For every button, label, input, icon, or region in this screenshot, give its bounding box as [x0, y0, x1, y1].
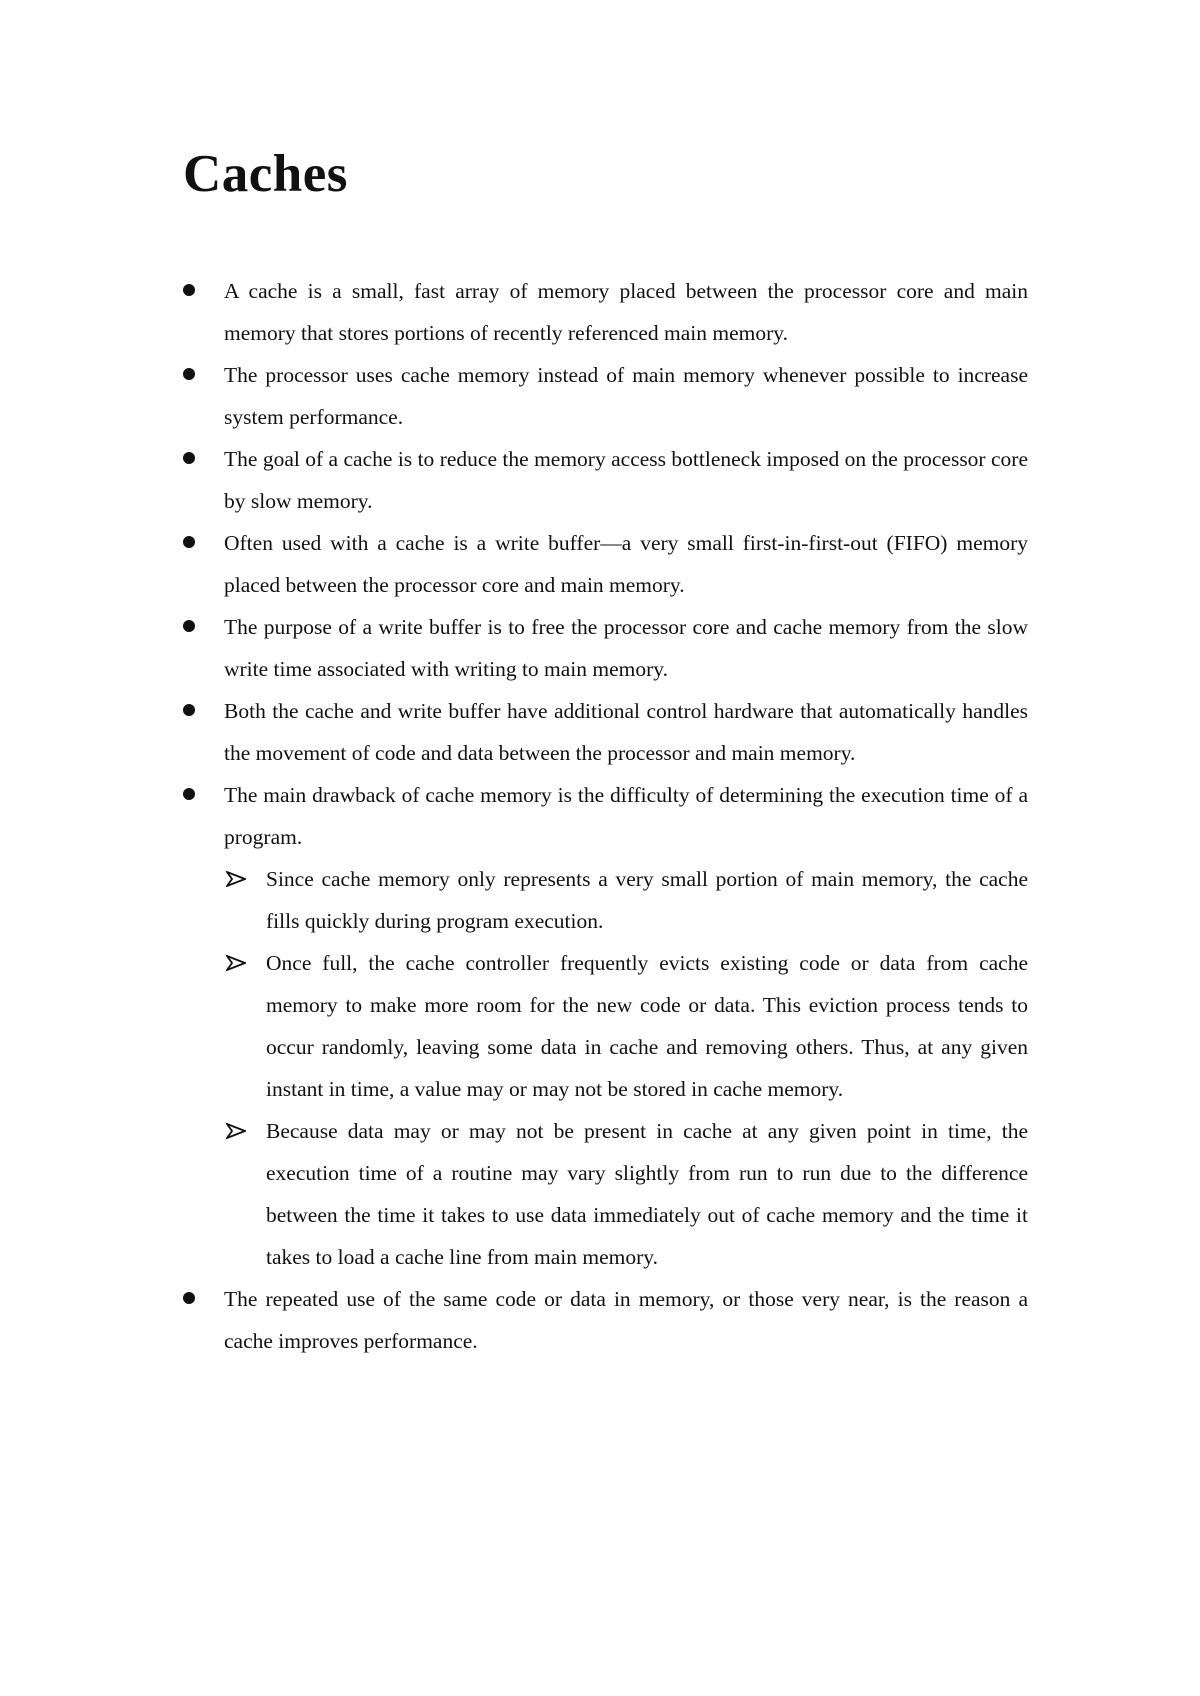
bullet-list — [183, 270, 1028, 1362]
sub-bullet-list — [224, 858, 1028, 1278]
bullet-dot-icon — [183, 704, 195, 716]
bullet-dot-icon — [183, 620, 195, 632]
bullet-item — [183, 522, 1028, 606]
sub-bullet-item — [225, 942, 1028, 1110]
bullet-text: The goal of a cache is to reduce the memory access bottleneck imposed on the processor core by slow memory. — [224, 447, 1028, 513]
bullet-item — [183, 1278, 1028, 1362]
sub-bullet-text: Because data may or may not be present in cache at any given point in time, the execution time of a routine may vary slightly from run to run due to the difference between the time it takes to use data immediately out of cache memory and the time it takes to load a cache line from main memory. — [266, 1119, 1028, 1269]
arrowhead-bullet-icon — [226, 1123, 246, 1139]
bullet-item — [183, 606, 1028, 690]
bullet-text: The processor uses cache memory instead of main memory whenever possible to increase system performance. — [224, 363, 1028, 429]
bullet-item — [183, 774, 1028, 1278]
bullet-text: The main drawback of cache memory is the difficulty of determining the execution time of a program. — [224, 783, 1028, 849]
bullet-text: The repeated use of the same code or data in memory, or those very near, is the reason a cache improves performance. — [224, 1287, 1028, 1353]
sub-bullet-text: Once full, the cache controller frequently evicts existing code or data from cache memory to make more room for the new code or data. This eviction process tends to occur randomly, leaving some data in cache and removing others. Thus, at any given instant in time, a value may or may not be stored in cache memory. — [266, 951, 1028, 1101]
sub-bullet-text: Since cache memory only represents a very small portion of main memory, the cache fills quickly during program execution. — [266, 867, 1028, 933]
bullet-dot-icon — [183, 1292, 195, 1304]
bullet-text: Often used with a cache is a write buffer—a very small first-in-first-out (FIFO) memory placed between the processor core and main memory. — [224, 531, 1028, 597]
bullet-text: A cache is a small, fast array of memory placed between the processor core and main memory that stores portions of recently referenced main memory. — [224, 279, 1028, 345]
bullet-item — [183, 438, 1028, 522]
arrowhead-bullet-icon — [226, 871, 246, 887]
bullet-item — [183, 354, 1028, 438]
bullet-dot-icon — [183, 788, 195, 800]
arrowhead-bullet-icon — [226, 955, 246, 971]
bullet-text: Both the cache and write buffer have additional control hardware that automatically handles the movement of code and data between the processor and main memory. — [224, 699, 1028, 765]
bullet-item — [183, 690, 1028, 774]
bullet-dot-icon — [183, 284, 195, 296]
bullet-text: The purpose of a write buffer is to free the processor core and cache memory from the slow write time associated with writing to main memory. — [224, 615, 1028, 681]
bullet-item — [183, 270, 1028, 354]
bullet-dot-icon — [183, 452, 195, 464]
sub-bullet-item — [225, 858, 1028, 942]
bullet-dot-icon — [183, 536, 195, 548]
bullet-dot-icon — [183, 368, 195, 380]
sub-bullet-item — [225, 1110, 1028, 1278]
page-title: Caches — [183, 145, 348, 203]
